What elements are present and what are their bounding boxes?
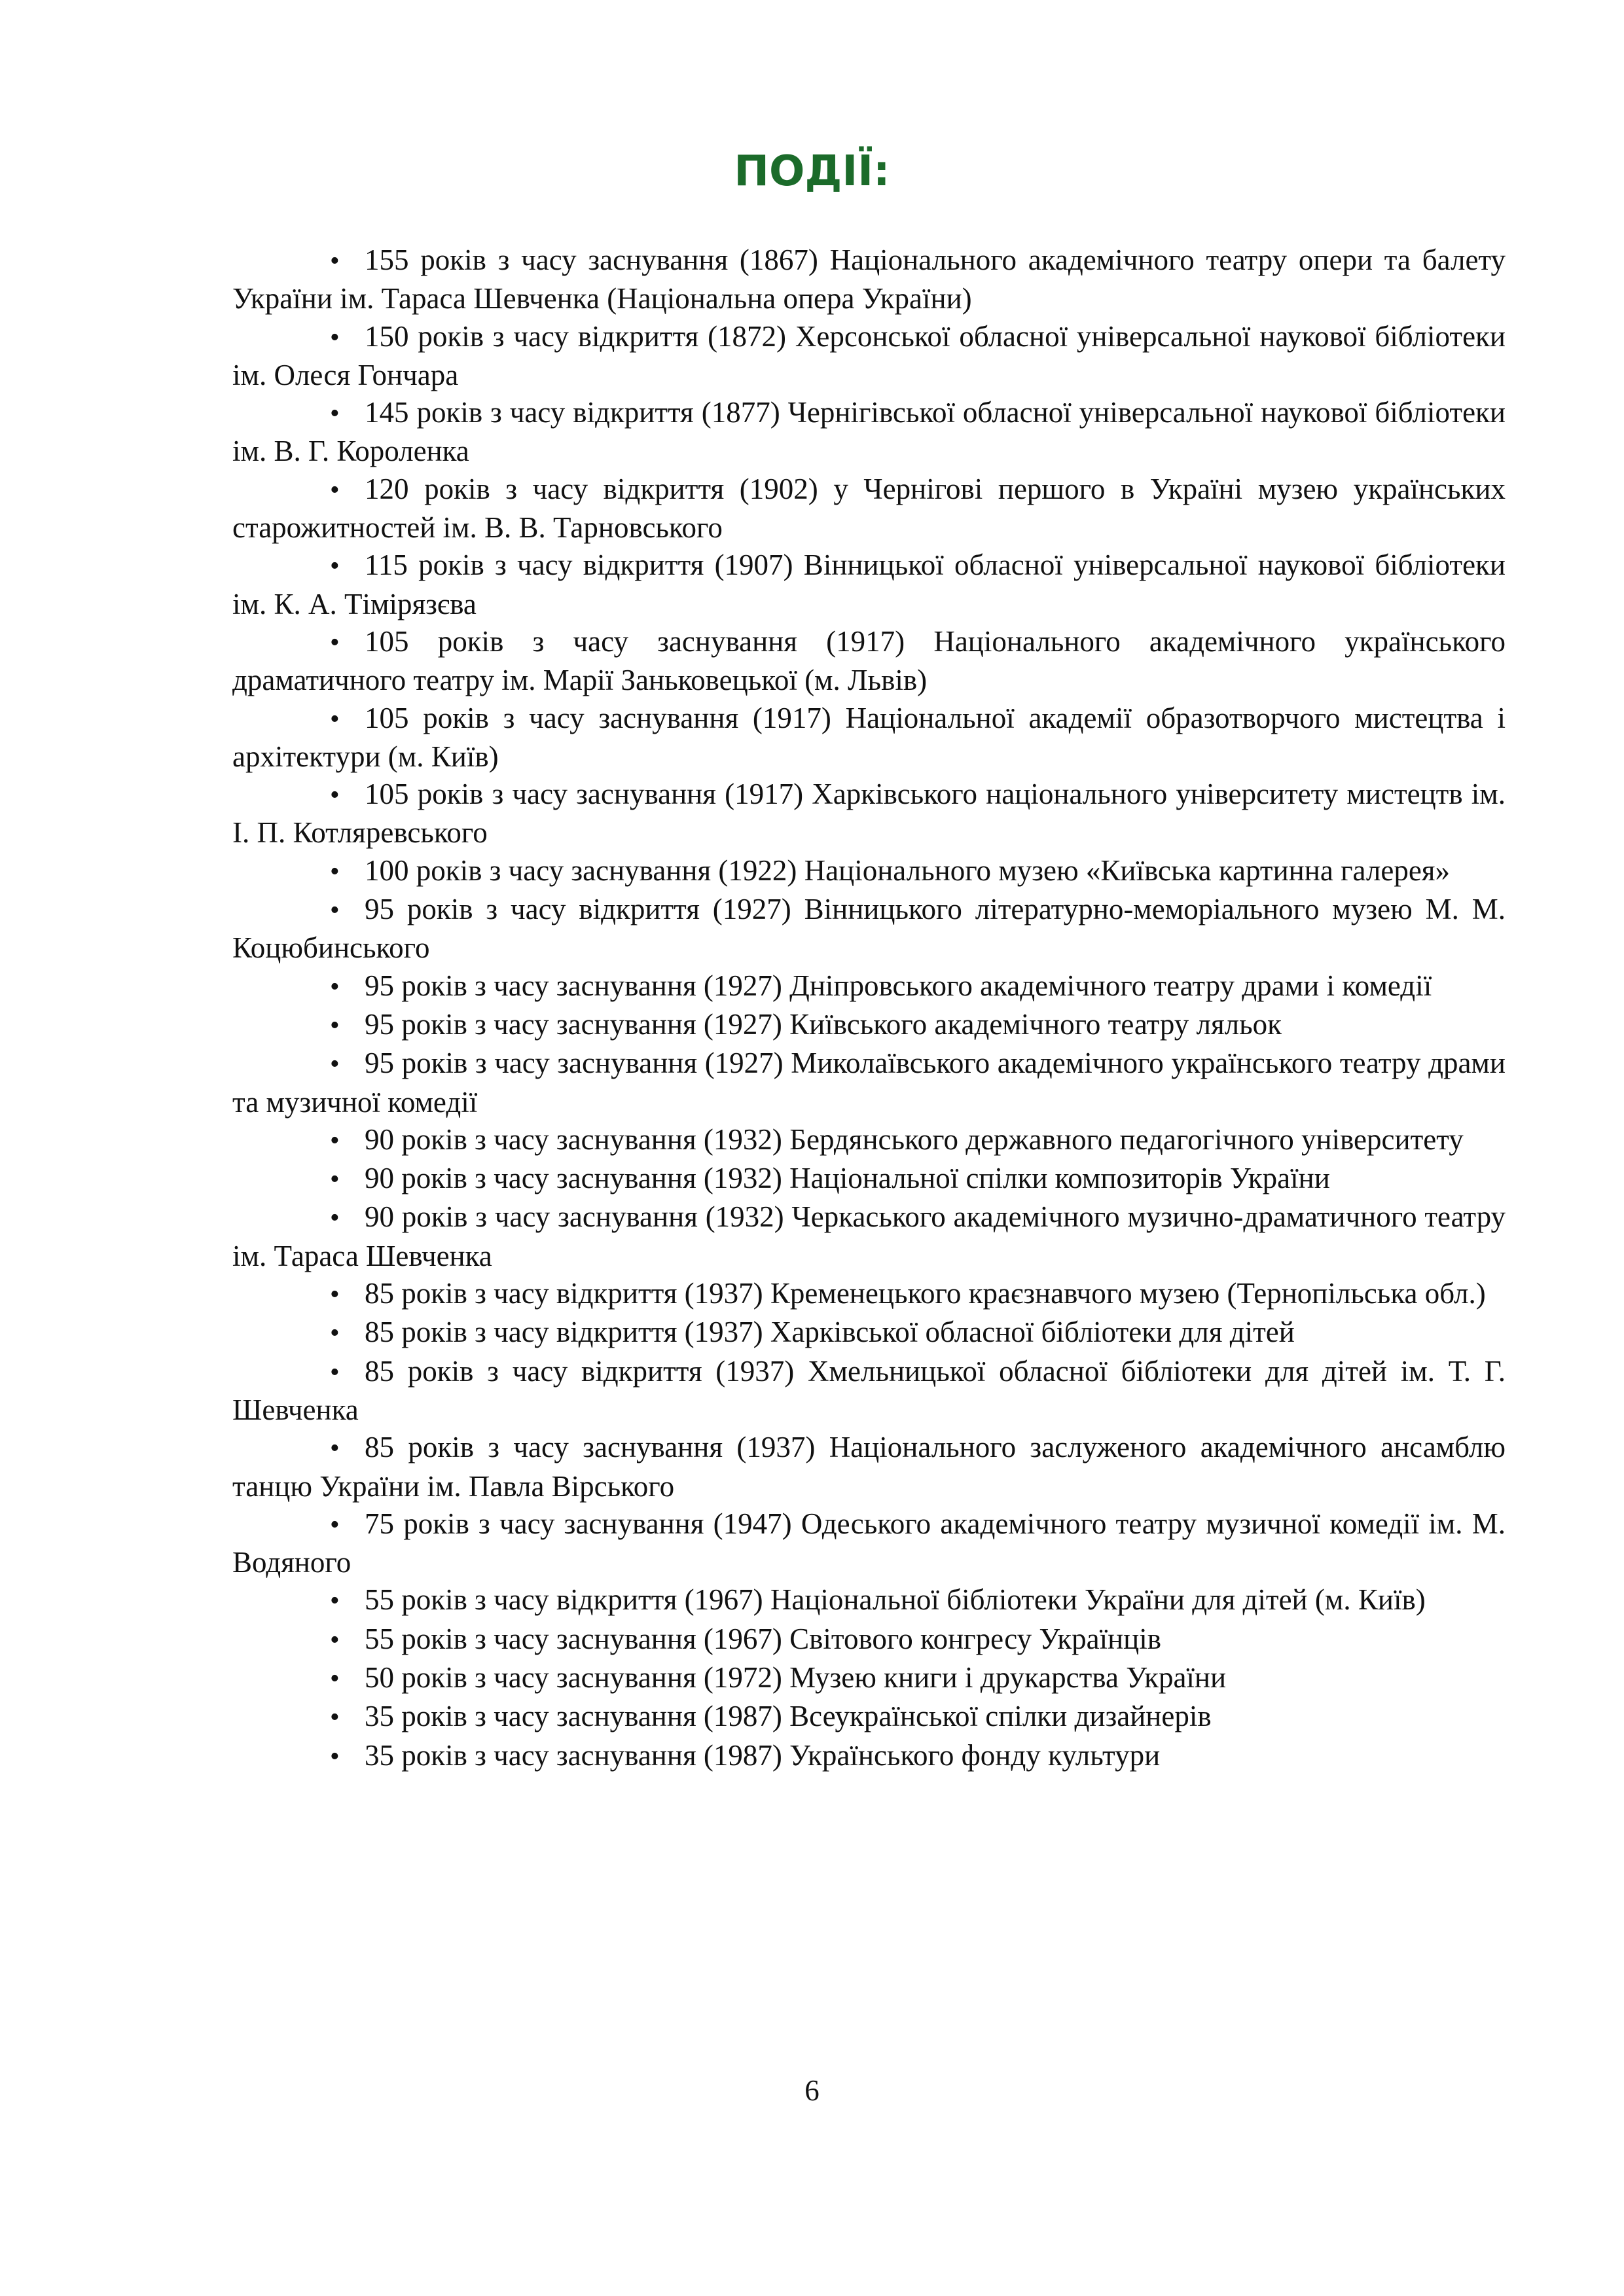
- event-text: 155 років з часу заснування (1867) Національного академічного театру опери та балету України ім. Тараса Шевченка (Національна опера України): [232, 243, 1506, 315]
- event-text: 105 років з часу заснування (1917) Харківського національного університету мистецтв ім. І. П. Котляревського: [232, 778, 1506, 850]
- event-text: 120 років з часу відкриття (1902) у Чернігові першого в Україні музею українських старожитностей ім. В. В. Тарновського: [232, 472, 1506, 545]
- bullet-icon: •: [330, 895, 340, 926]
- event-text: 85 років з часу відкриття (1937) Харківської обласної бібліотеки для дітей: [365, 1316, 1295, 1349]
- event-item: [232, 1698, 1506, 1736]
- event-text: 50 років з часу заснування (1972) Музею книги і друкарства України: [365, 1660, 1227, 1694]
- event-item: [232, 1429, 1506, 1505]
- bullet-icon: •: [330, 1509, 340, 1540]
- bullet-icon: •: [330, 1586, 340, 1617]
- event-text: 35 років з часу заснування (1987) Всеукраїнської спілки дизайнерів: [365, 1700, 1212, 1733]
- event-text: 85 років з часу відкриття (1937) Хмельницької обласної бібліотеки для дітей ім. Т. Г. Шевченка: [232, 1354, 1506, 1426]
- event-item: [232, 776, 1506, 852]
- event-item: [232, 242, 1506, 318]
- bullet-icon: •: [330, 399, 340, 429]
- event-text: 95 років з часу заснування (1927) Миколаївського академічного українського театру драми та музичної комедії: [232, 1047, 1506, 1119]
- bullet-icon: •: [330, 551, 340, 582]
- event-text: 35 років з часу заснування (1987) Українського фонду культури: [365, 1738, 1161, 1772]
- event-item: [232, 318, 1506, 395]
- bullet-icon: •: [330, 704, 340, 734]
- event-text: 55 років з часу відкриття (1967) Національної бібліотеки України для дітей (м. Київ): [365, 1583, 1426, 1617]
- event-item: [232, 891, 1506, 967]
- event-item: [232, 1621, 1506, 1659]
- event-item: [232, 700, 1506, 776]
- event-text: 95 років з часу заснування (1927) Київського академічного театру ляльок: [365, 1007, 1282, 1041]
- bullet-icon: •: [330, 475, 340, 505]
- bullet-icon: •: [330, 1663, 340, 1694]
- bullet-icon: •: [330, 1049, 340, 1080]
- bullet-icon: •: [330, 1357, 340, 1388]
- bullet-icon: •: [330, 1164, 340, 1195]
- page-title: ПОДІЇ:: [734, 147, 890, 196]
- event-item: [232, 471, 1506, 547]
- event-item: [232, 1505, 1506, 1582]
- event-item: [232, 1659, 1506, 1698]
- events-list: [232, 242, 1506, 1776]
- bullet-icon: •: [330, 1702, 340, 1733]
- event-text: 150 років з часу відкриття (1872) Херсонської обласної універсальної наукової бібліотеки ім. Олеся Гончара: [232, 319, 1506, 391]
- event-item: [232, 623, 1506, 700]
- bullet-icon: •: [330, 1125, 340, 1156]
- bullet-icon: •: [330, 1433, 340, 1464]
- event-text: 100 років з часу заснування (1922) Національного музею «Київська картинна галерея»: [365, 853, 1450, 887]
- bullet-icon: •: [330, 1203, 340, 1234]
- event-item: [232, 967, 1506, 1006]
- bullet-icon: •: [330, 1280, 340, 1310]
- event-item: [232, 852, 1506, 891]
- bullet-icon: •: [330, 1318, 340, 1349]
- event-item: [232, 1006, 1506, 1045]
- event-text: 95 років з часу заснування (1927) Дніпровського академічного театру драми і комедії: [365, 969, 1432, 1002]
- event-text: 85 років з часу відкриття (1937) Кременецького краєзнавчого музею (Тернопільська обл.): [365, 1277, 1486, 1310]
- event-item: [232, 1581, 1506, 1620]
- bullet-icon: •: [330, 246, 340, 276]
- event-item: [232, 1314, 1506, 1352]
- bullet-icon: •: [330, 971, 340, 1002]
- event-item: [232, 547, 1506, 623]
- bullet-icon: •: [330, 1010, 340, 1041]
- bullet-icon: •: [330, 1624, 340, 1655]
- event-text: 85 років з часу заснування (1937) Національного заслуженого академічного ансамблю танцю України ім. Павла Вірського: [232, 1431, 1506, 1503]
- bullet-icon: •: [330, 856, 340, 887]
- bullet-icon: •: [330, 322, 340, 353]
- event-text: 95 років з часу відкриття (1927) Вінницького літературно-меморіального музею М. М. Коцюбинського: [232, 893, 1506, 965]
- bullet-icon: •: [330, 1741, 340, 1772]
- event-item: [232, 1121, 1506, 1160]
- event-text: 90 років з часу заснування (1932) Національної спілки композиторів України: [365, 1162, 1330, 1195]
- event-text: 55 років з часу заснування (1967) Світового конгресу Українців: [365, 1622, 1161, 1655]
- event-item: [232, 394, 1506, 471]
- event-text: 90 років з часу заснування (1932) Бердянського державного педагогічного університету: [365, 1122, 1464, 1156]
- event-text: 115 років з часу відкриття (1907) Вінницької обласної універсальної наукової бібліотеки ім. К. А. Тімірязєва: [232, 548, 1506, 620]
- event-item: [232, 1275, 1506, 1314]
- bullet-icon: •: [330, 627, 340, 658]
- page-number: 6: [804, 2074, 820, 2107]
- event-text: 105 років з часу заснування (1917) Національного академічного українського драматичного театру ім. Марії Заньковецької (м. Львів): [232, 624, 1506, 697]
- event-text: 105 років з часу заснування (1917) Національної академії образотворчого мистецтва і архітектури (м. Київ): [232, 701, 1506, 773]
- event-text: 75 років з часу заснування (1947) Одеського академічного театру музичної комедії ім. М. Водяного: [232, 1507, 1506, 1579]
- event-text: 145 років з часу відкриття (1877) Чернігівської обласної універсальної наукової бібліотеки ім. В. Г. Короленка: [232, 396, 1506, 468]
- event-item: [232, 1045, 1506, 1121]
- event-item: [232, 1737, 1506, 1776]
- event-item: [232, 1353, 1506, 1429]
- bullet-icon: •: [330, 780, 340, 811]
- event-item: [232, 1198, 1506, 1275]
- event-item: [232, 1160, 1506, 1198]
- event-text: 90 років з часу заснування (1932) Черкаського академічного музично-драматичного театру ім. Тараса Шевченка: [232, 1200, 1506, 1272]
